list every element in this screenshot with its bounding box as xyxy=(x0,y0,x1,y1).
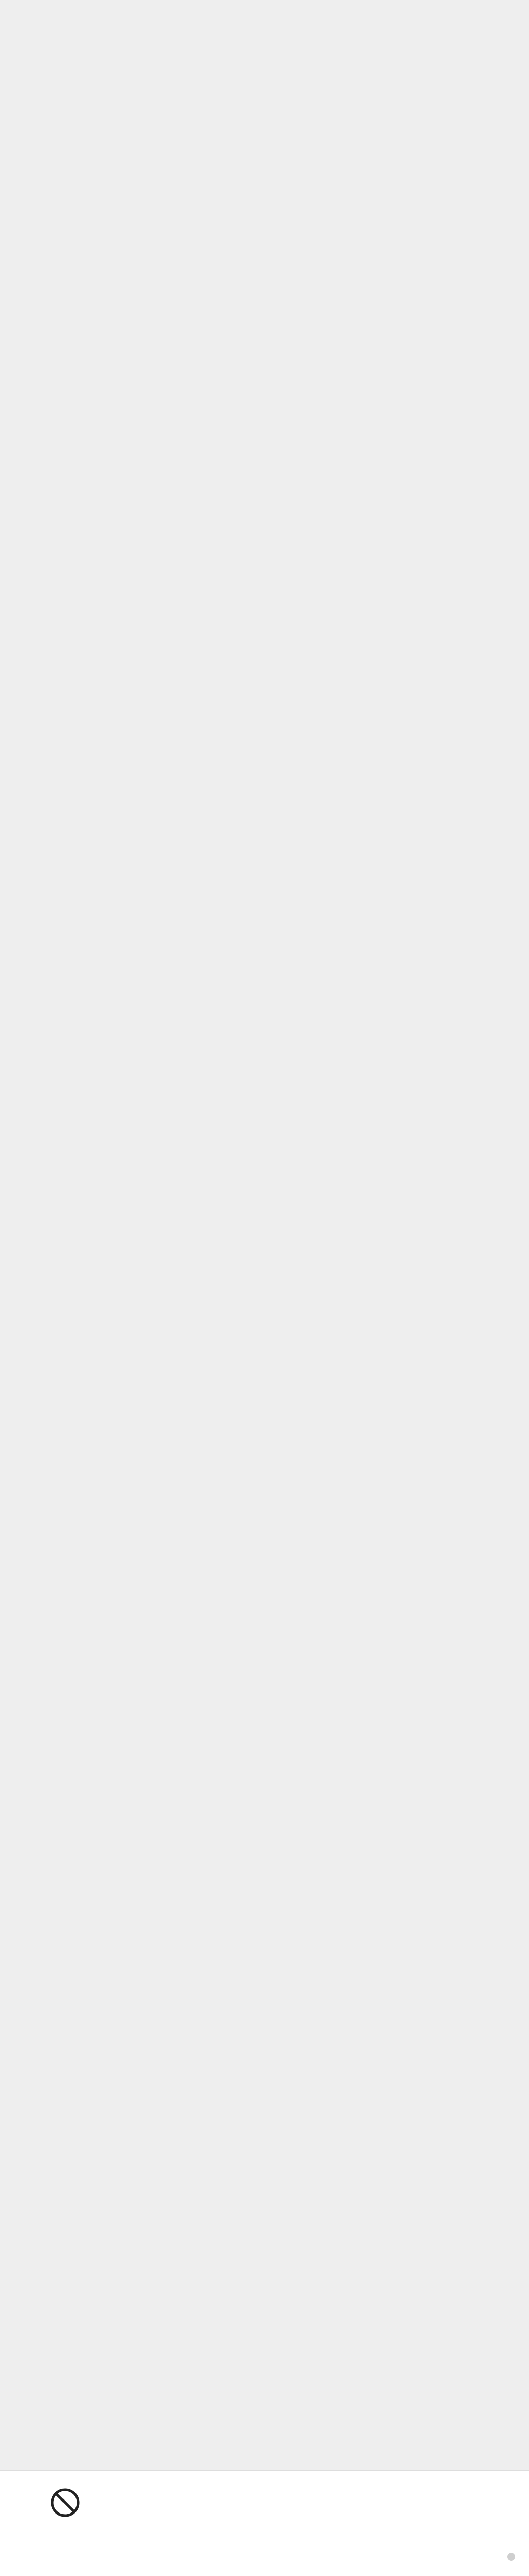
brand-logo-icon xyxy=(507,2553,515,2561)
top-continued-text xyxy=(50,0,487,7)
copyright-footer xyxy=(0,2470,529,2576)
no-entry-icon xyxy=(50,2487,80,2518)
brand-watermark xyxy=(507,2552,518,2562)
ingredient-content xyxy=(50,0,487,7)
